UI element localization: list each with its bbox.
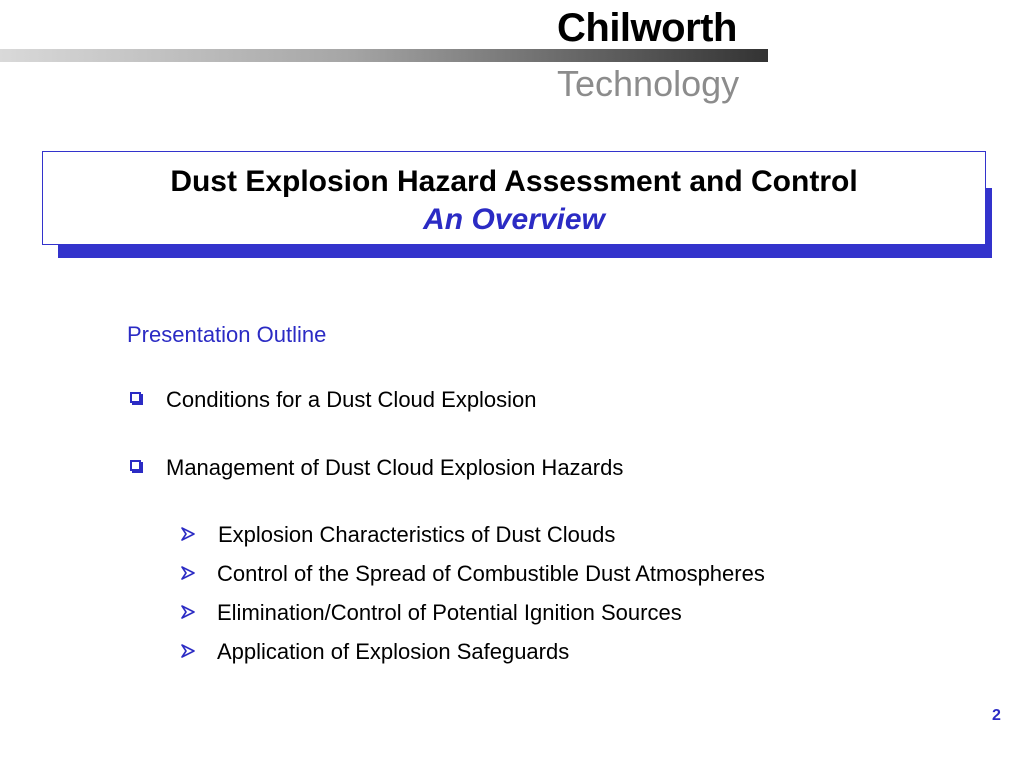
outline-item-text: Management of Dust Cloud Explosion Hazards — [166, 455, 624, 480]
arrow-bullet-icon — [181, 638, 195, 658]
slide-title: Dust Explosion Hazard Assessment and Control — [170, 165, 858, 198]
slide-subtitle: An Overview — [423, 203, 605, 236]
title-box — [42, 151, 986, 245]
outline-subitem-text: Elimination/Control of Potential Ignition Sources — [217, 600, 682, 625]
outline-subitem-text: Explosion Characteristics of Dust Clouds — [218, 522, 616, 547]
square-bullet-icon — [130, 392, 141, 403]
page-number: 2 — [992, 707, 1001, 724]
outline-heading: Presentation Outline — [127, 322, 327, 347]
arrow-bullet-icon — [181, 560, 195, 580]
arrow-bullet-icon — [181, 521, 195, 541]
outline-subitem-text: Control of the Spread of Combustible Dust Atmospheres — [217, 561, 765, 586]
arrow-bullet-icon — [181, 599, 195, 619]
outline-item-text: Conditions for a Dust Cloud Explosion — [166, 387, 537, 412]
logo-technology: Technology — [557, 63, 740, 104]
square-bullet-icon — [130, 460, 141, 471]
outline-subitem-text: Application of Explosion Safeguards — [217, 639, 570, 664]
logo-chilworth: Chilworth — [557, 6, 737, 50]
